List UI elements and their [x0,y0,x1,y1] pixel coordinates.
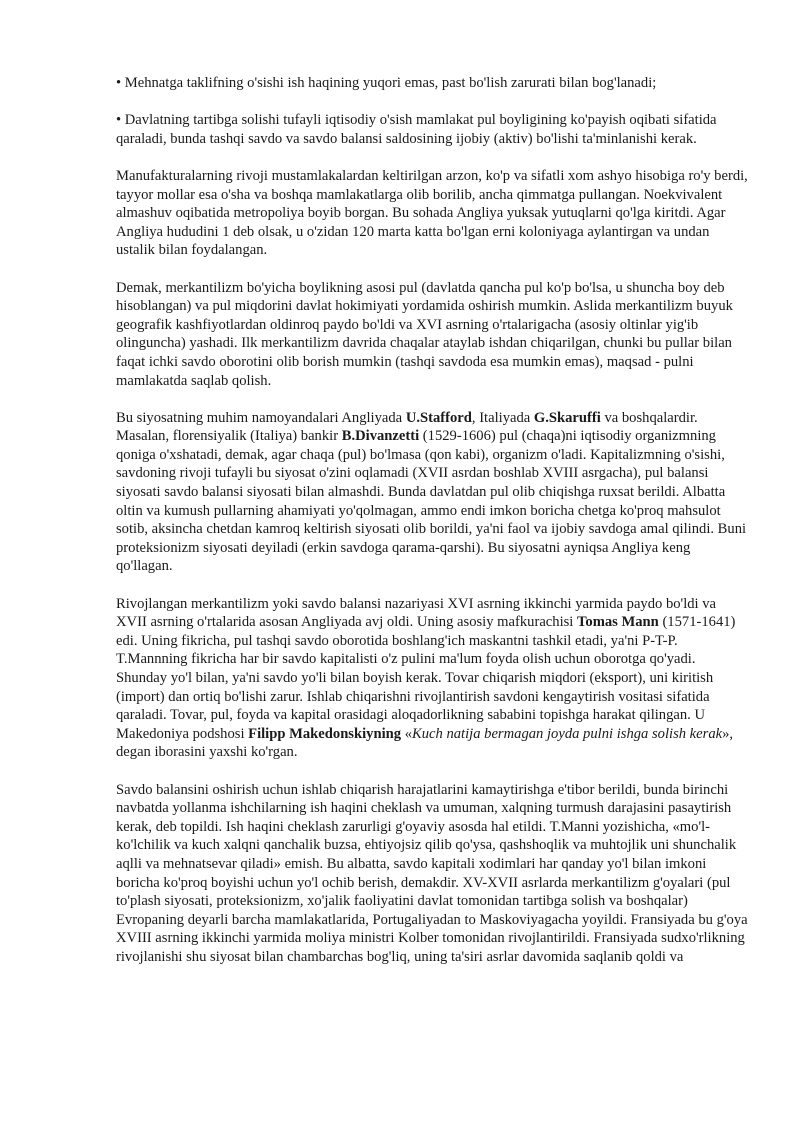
bullet-state-regulation: • Davlatning tartibga solishi tufayli iqtisodiy o'sish mamlakat pul boyligining ko'payish oqibati sifatida qaraladi, bunda tashqi savdo va savdo balansi saldosining ijobiy (aktiv) bo'lishi ta'minlanishi kerak. [116,112,717,147]
name-skaruffi: G.Skaruffi [533,409,601,426]
name-stafford: U.Stafford [405,409,472,426]
paragraph-manufactures: Manufakturalarning rivoji mustamlakalardan keltirilgan arzon, ko'p va sifatli xom ashyo hisobiga ro'y berdi, tayyor mollar esa o'sha va boshqa mamlakatlarga olib borilib, ancha qimmatga pullangan. Noekvivalent almashuv oqibatida metropoliya boyib borgan. Bu sohada Angliya yuksak yutuqlarni qo'lga kiritdi. Agar Angliya hududini 1 deb olsak, u o'zidan 120 marta katta bo'lgan erni koloniyaga aylantirgan va undan ustalik bilan foydalangan. [116,167,748,259]
name-filipp-makedonskiy: Filipp Makedonskiyning [248,725,402,742]
paragraph-representatives: Bu siyosatning muhim namoyandalari Angliyada U.Stafford, Italiyada G.Skaruffi va boshqalardir. Masalan, florensiyalik (Italiya) bankir B.Divanzetti (1529-1606) pul (chaqa)ni iqtisodiy organizmning qoniga o'xshatadi, demak, agar chaqa (pul) bo'lmasa (qon kabi), organizm o'ladi. Kapitalizmning o'sishi, savdoning rivoji tufayli bu siyosat o'zini oqlamadi (XVII asrdan boshlab XVIII asrgacha), pul balansi siyosati savdo balansi siyosati bilan almashdi. Bunda davlatdan pul olib chiqishga ruxsat berildi. Albatta oltin va kumush pullarning ahamiyati yo'qolmagan, ammo endi imkon boricha chetga ko'proq mahsulot sotib, aksincha chetdan kamroq keltirish siyosati olib borildi, ya'ni faol va ijobiy savdoga amal qilindi. Buni proteksionizm siyosati deyiladi (erkin savdoga qarama-qarshi). Bu siyosatni ayniqsa Angliya keng qo'llagan. [116,409,747,575]
name-tomas-mann: Tomas Mann [577,614,659,631]
document-page [116,74,748,985]
paragraph-trade-balance: Savdo balansini oshirish uchun ishlab chiqarish harajatlarini kamaytirishga e'tibor berildi, bunda birinchi navbatda yollanma ishchilarning ish haqini cheklash va umuman, xalqning turmush darajasini pasaytirish kerak, deb topildi. Ish haqini cheklash zarurligi g'oyaviy asosda hal etildi. T.Manni yozishicha, «mo'l-ko'lchilik va kuch xalqni qanchalik buzsa, ehtiyojsiz qilib qo'ysa, qashshoqlik va muhtojlik uni shunchalik aqlli va mehnatsevar qiladi» emish. Bu albatta, savdo kapitali xodimlari har qanday yo'l bilan imkoni boricha ko'proq boyishi uchun yo'l ochib berish, demakdir. XV-XVII asrlarda merkantilizm g'oyalari (pul to'plash siyosati, proteksionizm, xo'jalik faoliyatini davlat tomonidan tartibga solish va boshqalar) Evropaning deyarli barcha mamlakatlarida, Portugaliyadan to Maskoviyagacha yoyildi. Fransiyada bu g'oya XVIII asrning ikkinchi yarmida moliya ministri Kolber tomonidan rivojlantirildi. Fransiyada sudxo'rlikning rivojlanishi shu siyosat bilan chambarchas bog'liq, uning ta'siri asrlar davomida saqlanib qoldi va [116,781,748,965]
bullet-wages: • Mehnatga taklifning o'sishi ish haqining yuqori emas, past bo'lish zarurati bilan bog'lanadi; [116,75,657,91]
quote-filipp: Kuch natija bermagan joyda pulni ishga solish kerak [412,725,723,742]
paragraph-mercantilism-definition: Demak, merkantilizm bo'yicha boylikning asosi pul (davlatda qancha pul ko'p bo'lsa, u shuncha boy deb hisoblangan) va pul miqdorini davlat hokimiyati yordamida oshirish mumkin. Aslida merkantilizm buyuk geografik kashfiyotlardan oldinroq paydo bo'ldi va XVI asrning o'rtalarigacha (asosiy oltinlar yig'ib olinguncha) yashadi. Ilk merkantilizm davrida chaqalar ataylab ishdan chiqarilgan, chunki bu pullar bilan faqat ichki savdo oborotini olib borish mumkin (tashqi savdoda esa mumkin emas), maqsad - pulni mamlakatda saqlab qolish. [116,279,733,389]
paragraph-developed-mercantilism: Rivojlangan merkantilizm yoki savdo balansi nazariyasi XVI asrning ikkinchi yarmida paydo bo'ldi va XVII asrning o'rtalarida asosan Angliyada avj oldi. Uning asosiy mafkurachisi Tomas Mann (1571-1641) edi. Uning fikricha, pul tashqi savdo oborotida boshlang'ich maskantni tashkil etadi, ya'ni P-T-P. T.Mannning fikricha har bir savdo kapitalisti o'z pulini ma'lum foyda olish uchun oborotga qo'yadi. Shunday yo'l bilan, ya'ni savdo yo'li bilan boyish kerak. Tovar chiqarish miqdori (eksport), uni kiritish (import) dan ortiq bo'lishi zarur. Ishlab chiqarishni rivojlantirish savdoni kengaytirish vositasi sifatida qaraladi. Tovar, pul, foyda va kapital orasidagi aloqadorlikning sababini topishga harakat qilingan. U Makedoniya podshosi Filipp Makedonskiyning «Kuch natija bermagan joyda pulni ishga solish kerak», degan iborasini yaxshi ko'rgan. [116,595,736,761]
name-divanzetti: B.Divanzetti [341,428,420,445]
